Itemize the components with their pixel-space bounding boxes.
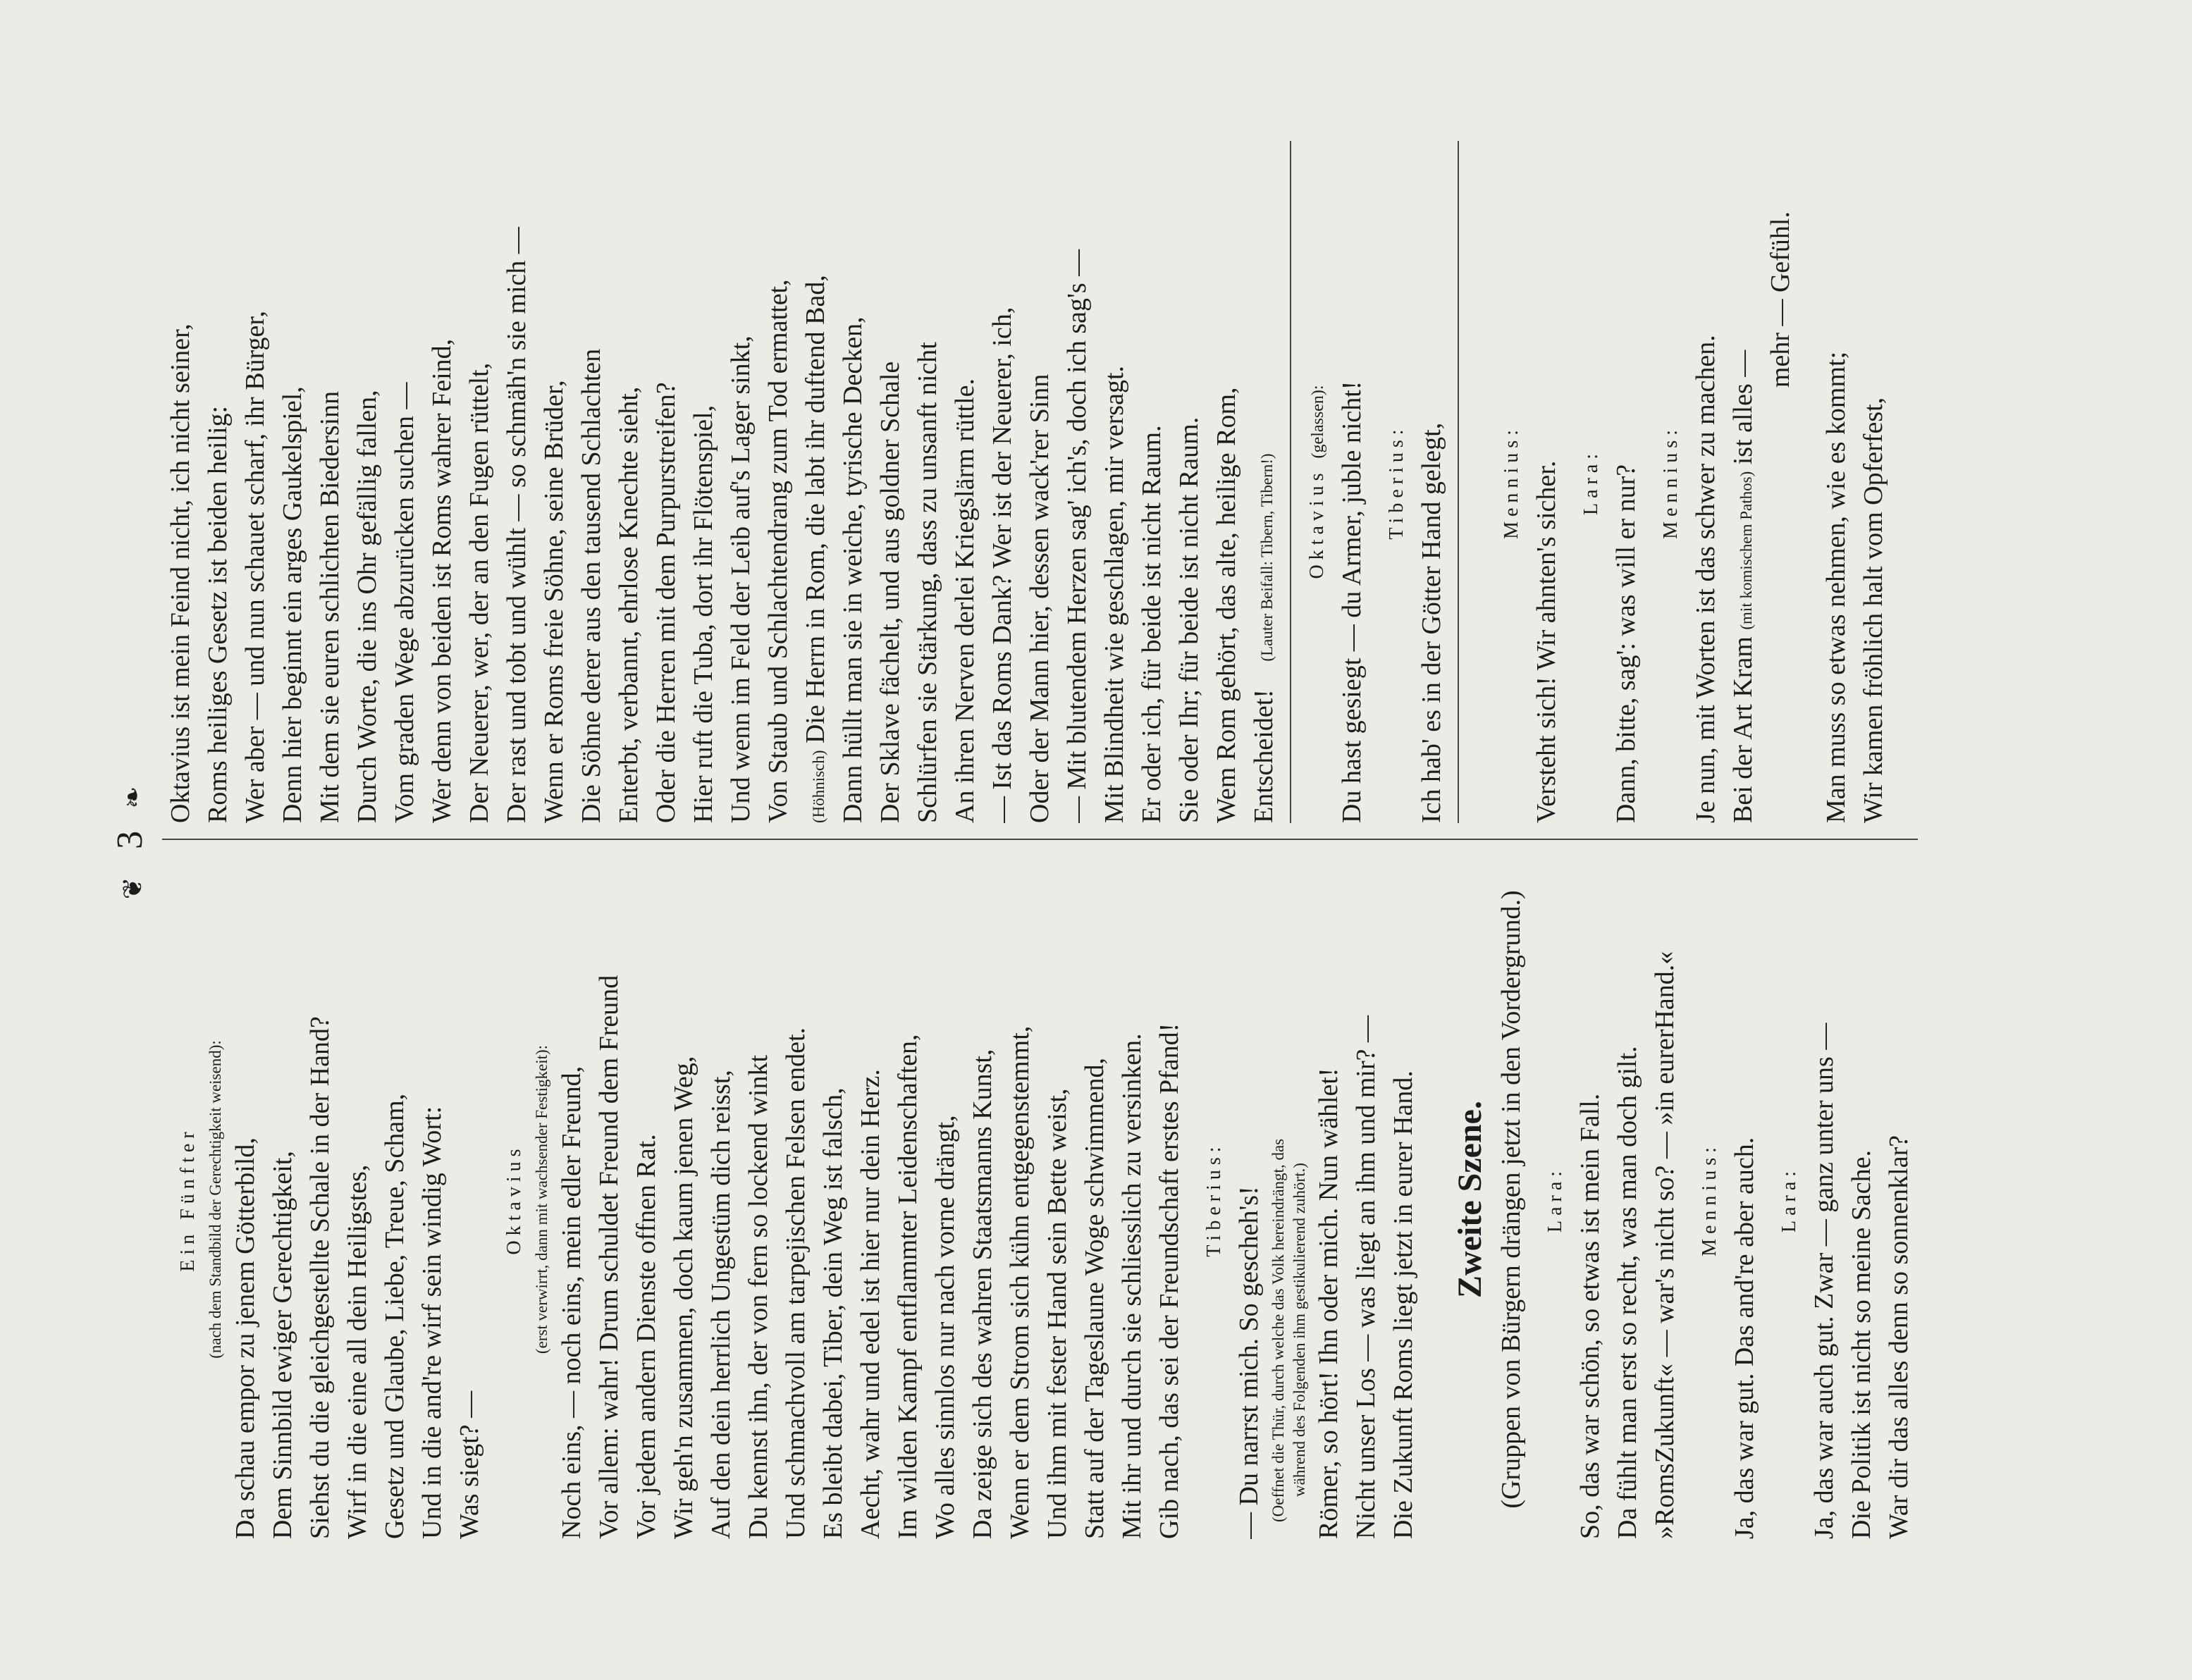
left-column [162, 840, 1918, 1539]
verse-line: Gib nach, das sei der Freundschaft erstes Pfand! [1155, 1023, 1184, 1539]
two-column-text [162, 141, 1918, 1539]
verse-line: Und schmachvoll am tarpejischen Felsen endet. [781, 1027, 811, 1539]
verse-line: Oder der Mann hier, dessen wack'rer Sinn [1025, 373, 1054, 823]
speaker-name: Mennius: [1501, 425, 1522, 539]
speaker-name: Ein Fünfter [177, 1127, 199, 1272]
verse-line: Du hast gesiegt — du Armer, juble nicht! [1337, 381, 1367, 823]
verse-line: Denn hier beginnt ein arges Gaukelspiel, [278, 386, 307, 823]
verse-line: Mit Blindheit wie geschlagen, mir versagt. [1100, 365, 1129, 823]
verse-line [797, 141, 835, 823]
verse-line: Oder die Herren mit dem Purpurstreifen? [651, 382, 681, 823]
verse-line: — Ist das Roms Dank? Wer ist der Neuerer, ich, [987, 307, 1017, 823]
stage-direction: (Höhnisch) [810, 750, 827, 823]
speaker-name: Oktavius [503, 1144, 525, 1255]
verse-line: Oktavius ist mein Feind nicht, ich nicht seiner, [166, 323, 195, 823]
verse-line: — Mit blutendem Herzen sag' ich's, doch ich sag's — [1062, 249, 1092, 823]
verse-line: Die Söhne derer aus den tausend Schlachten [577, 348, 606, 823]
verse-line: Römer, so hört! Ihn oder mich. Nun wählet! [1314, 1068, 1343, 1539]
verse-line: Wenn er Roms freie Söhne, seine Brüder, [539, 380, 569, 823]
verse-line: Enterbt, verbannt, ehrlose Knechte sieht, [614, 386, 644, 823]
verse-line: Was siegt? — [455, 1390, 484, 1539]
speaker-name: Lara: [1580, 448, 1602, 516]
speaker-label: Oktavius [1306, 468, 1328, 579]
verse-line: Nicht unser Los — was liegt an ihm und mir? — [1351, 1015, 1381, 1539]
stage-direction: (mit komischem Pathos) [1737, 471, 1755, 630]
verse-line: War dir das alles denn so sonnenklar? [1884, 1135, 1914, 1539]
verse-line: mehr — Gefühl. [1766, 211, 1795, 388]
page-header [106, 141, 155, 1539]
verse-line: Ich hab' es in der Götter Hand gelegt, [1417, 422, 1446, 823]
verse-line: Da zeige sich des wahren Staatsmanns Kunst, [968, 1049, 997, 1539]
verse-line: Wo alles sinnlos nur nach vorne drängt, [930, 1115, 960, 1539]
verse-line: Durch Worte, die ins Ohr gefällig fallen, [352, 390, 382, 823]
verse-line: — Du narrst mich. So gescheh's! [1234, 1186, 1264, 1539]
verse-line: Und in die and're wirf sein windig Wort: [417, 1106, 447, 1539]
page-number: 3 [110, 831, 150, 849]
verse-line: Ja, das war gut. Das and're aber auch. [1730, 1137, 1759, 1539]
divider [1458, 141, 1459, 823]
verse-line [1245, 141, 1283, 823]
speaker-name: Lara: [1778, 1166, 1800, 1233]
speaker-name: Tiberius: [1203, 1142, 1225, 1257]
right-column [162, 141, 1918, 840]
stage-direction: (Oeffnet die Thür, durch welche das Volk hereindrängt, das [1269, 1138, 1287, 1522]
verse-text: Die Herrn in Rom, die labt ihr duftend Bad, [801, 275, 830, 744]
verse-line: Man muss so etwas nehmen, wie es kommt; [1821, 351, 1851, 823]
verse-line: Wir kamen fröhlich halt vom Opferfest, [1859, 397, 1888, 823]
speaker-name: Tiberius: [1386, 424, 1408, 540]
verse-line: Auf den dein herrlich Ungestüm dich reisst, [706, 1070, 736, 1539]
verse-line: Und ihm mit fester Hand sein Bette weist, [1042, 1088, 1072, 1539]
verse-line: An ihren Nerven derlei Kriegslärm rüttle. [950, 378, 980, 823]
verse-line: Die Politik ist nicht so meine Sache. [1847, 1150, 1876, 1539]
verse-line: Statt auf der Tageslaune Woge schwimmend, [1080, 1057, 1109, 1539]
divider [1290, 141, 1291, 823]
verse-line: Der Sklave fächelt, und aus goldner Schale [875, 361, 905, 823]
verse-line: Wem Rom gehört, das alte, heilige Rom, [1212, 387, 1241, 823]
verse-line: Im wilden Kampf entflammter Leidenschaften, [893, 1034, 923, 1539]
spacer [1799, 141, 1818, 823]
verse-line: Hier ruft die Tuba, dort ihr Flötenspiel, [689, 404, 718, 823]
spacer [1467, 141, 1486, 823]
verse-line [1725, 141, 1762, 823]
scene-title: Zweite Szene. [1451, 1101, 1489, 1298]
verse-line: Mit dem sie euren schlichten Biedersinn [315, 390, 345, 823]
verse-line: Und wenn im Feld der Leib auf's Lager sinkt, [726, 335, 756, 823]
verse-line: Vom graden Wege abzurücken suchen — [390, 382, 419, 823]
stage-direction: während des Folgenden ihm gestikulierend zuhört.) [1291, 1163, 1308, 1497]
stage-direction: (Lauter Beifall: Tibern, Tibern!) [1258, 453, 1276, 662]
verse-line: So, das war schön, so etwas ist mein Fall. [1575, 1093, 1605, 1539]
verse-line: Wer aber — und nun schauet scharf, ihr Bürger, [240, 310, 270, 823]
stage-direction: (nach dem Standbild der Gerechtigkeit weisend): [207, 1040, 224, 1359]
verse-line: Mit ihr und durch sie schliesslich zu versinken. [1117, 1033, 1147, 1539]
verse-text: Bei der Art Kram [1728, 636, 1758, 823]
verse-line: Wir geh'n zusammen, doch kaum jenen Weg, [669, 1056, 698, 1539]
verse-line: Wenn er dem Strom sich kühn entgegenstemmt, [1005, 1025, 1035, 1539]
verse-line: Da schau empor zu jenem Götterbild, [230, 1137, 260, 1539]
verse-line: Vor allem: wahr! Drum schuldet Freund dem Freund [594, 975, 624, 1539]
speaker-name: Lara: [1544, 1166, 1566, 1233]
speaker-name: Mennius: [1660, 425, 1682, 539]
verse-line: Von Staub und Schlachtendrang zum Tod ermattet, [763, 279, 793, 823]
verse-line: Gesetz und Glaube, Liebe, Treue, Scham, [380, 1093, 410, 1539]
verse-line: Wer denn von beiden ist Roms wahrer Feind, [427, 338, 457, 823]
verse-line: Versteht sich! Wir ahnten's sicher. [1532, 460, 1561, 823]
verse-line: Noch eins, — noch eins, mein edler Freund, [557, 1066, 586, 1539]
verse-line: Roms heiliges Gesetz ist beiden heilig: [203, 405, 233, 823]
verse-line: Er oder ich, für beide ist nicht Raum. [1137, 425, 1166, 823]
verse-line: Der Neuerer, wer, der an den Fugen rüttelt, [464, 362, 494, 823]
verse-line: Schlürfen sie Stärkung, dass zu unsanft nicht [913, 342, 942, 823]
verse-line: Aecht, wahr und edel ist hier nur dein Herz. [856, 1069, 885, 1539]
stage-direction: (erst verwirrt, dann mit wachsender Festigkeit): [533, 1044, 550, 1354]
verse-line: Der rast und tobt und wühlt — so schmäh'n sie mich — [502, 227, 531, 823]
scene-stage-direction: (Gruppen von Bürgern drängen jetzt in den Vordergrund.) [1496, 890, 1526, 1509]
verse-line: Wirf in die eine all dein Heiligstes, [343, 1164, 372, 1539]
verse-line: Dann, bitte, sag': was will er nur? [1611, 464, 1641, 823]
verse-line: Sie oder Ihr; für beide ist nicht Raum. [1174, 416, 1204, 823]
verse-text: ist alles — [1728, 350, 1758, 465]
verse-line: »RomsZukunft« — war's nicht so? — »in eurerHand.« [1650, 951, 1680, 1539]
stage-direction: (gelassen): [1309, 385, 1327, 459]
speaker-name [1301, 141, 1334, 823]
verse-line: Da fühlt man erst so recht, was man doch gilt. [1613, 1046, 1642, 1539]
verse-line: Vor jedem andern Dienste offnen Rat. [632, 1134, 661, 1539]
speaker-name: Mennius: [1699, 1142, 1720, 1256]
verse-line: Ja, das war auch gut. Zwar — ganz unter uns — [1809, 1023, 1839, 1539]
ornament-right-icon: ❧ [118, 780, 148, 809]
verse-line: Die Zukunft Roms liegt jetzt in eurer Hand. [1389, 1070, 1418, 1539]
verse-line: Je nun, mit Worten ist das schwer zu machen. [1691, 335, 1720, 823]
ornament-left-icon: ❦ [118, 871, 148, 900]
verse-line: Dem Sinnbild ewiger Gerechtigkeit, [268, 1151, 297, 1539]
verse-line: Es bleibt dabei, Tiber, dein Weg ist falsch, [818, 1087, 848, 1539]
verse-line: Siehst du die gleichgestellte Schale in der Hand? [305, 1016, 335, 1539]
verse-text: Entscheidet! [1249, 689, 1279, 823]
verse-line: Du kennst ihn, der von fern so lockend winkt [744, 1054, 773, 1539]
verse-line: Dann hüllt man sie in weiche, tyrische Decken, [838, 316, 868, 823]
